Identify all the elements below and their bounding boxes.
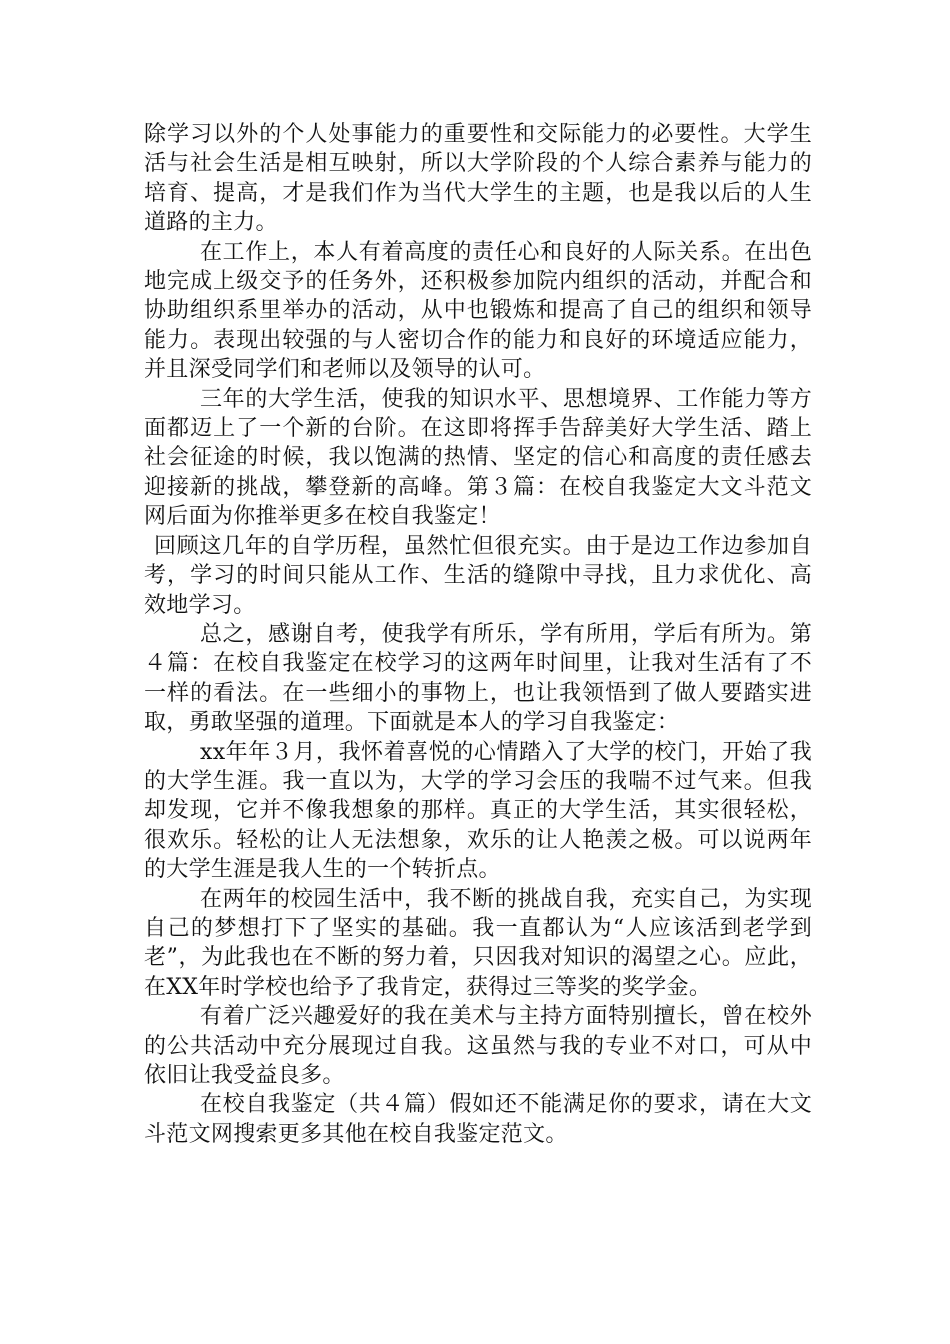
paragraph-2: 在工作上，本人有着高度的责任心和良好的人际关系。在出色地完成上级交予的任务外，还积极参加院内组织的活动，并配合和协助组织系里举办的活动，从中也锻炼和提高了自己的组织和领导能力。表现出较强的与人密切合作的能力和良好的环境适应能力，并且深受同学们和老师以及领导的认可。 [144, 239, 812, 383]
paragraph-7: 在两年的校园生活中，我不断的挑战自我，充实自己，为实现自己的梦想打下了坚实的基础。我一直都认为“人应该活到老学到老”，为此我也在不断的努力着，只因我对知识的渴望之心。应此，在XX年时学校也给予了我肯定，获得过三等奖的奖学金。 [144, 886, 812, 1000]
paragraph-5: 总之，感谢自考，使我学有所乐，学有所用，学后有所为。第４篇：在校自我鉴定在校学习的这两年时间里，让我对生活有了不一样的看法。在一些细小的事物上，也让我领悟到了做人要踏实进取，勇敢坚强的道理。下面就是本人的学习自我鉴定： [144, 621, 812, 736]
paragraph-8: 有着广泛兴趣爱好的我在美术与主持方面特别擅长，曾在校外的公共活动中充分展现过自我。这虽然与我的专业不对口，可从中依旧让我受益良多。 [144, 1004, 812, 1088]
paragraph-1: 除学习以外的个人处事能力的重要性和交际能力的必要性。大学生活与社会生活是相互映射，所以大学阶段的个人综合素养与能力的培育、提高，才是我们作为当代大学生的主题，也是我以后的人生道路的主力。 [144, 122, 812, 236]
paragraph-9: 在校自我鉴定（共４篇）假如还不能满足你的要求，请在大文斗范文网搜索更多其他在校自我鉴定范文。 [144, 1092, 812, 1147]
paragraph-3: 三年的大学生活，使我的知识水平、思想境界、工作能力等方面都迈上了一个新的台阶。在这即将挥手告辞美好大学生活、踏上社会征途的时候，我以饱满的热情、坚定的信心和高度的责任感去迎接新的挑战，攀登新的高峰。第３篇：在校自我鉴定大文斗范文网后面为你推举更多在校自我鉴定！ [144, 386, 812, 530]
paragraph-6: xx年年３月，我怀着喜悦的心情踏入了大学的校门，开始了我的大学生涯。我一直以为，大学的学习会压的我喘不过气来。但我却发现，它并不像我想象的那样。真正的大学生活，其实很轻松，很欢乐。轻松的让人无法想象，欢乐的让人艳羡之极。可以说两年的大学生涯是我人生的一个转折点。 [144, 739, 812, 883]
document-body [144, 120, 812, 1149]
paragraph-4: 回顾这几年的自学历程，虽然忙但很充实。由于是边工作边参加自考，学习的时间只能从工作、生活的缝隙中寻找，且力求优化、高效地学习。 [144, 533, 812, 618]
